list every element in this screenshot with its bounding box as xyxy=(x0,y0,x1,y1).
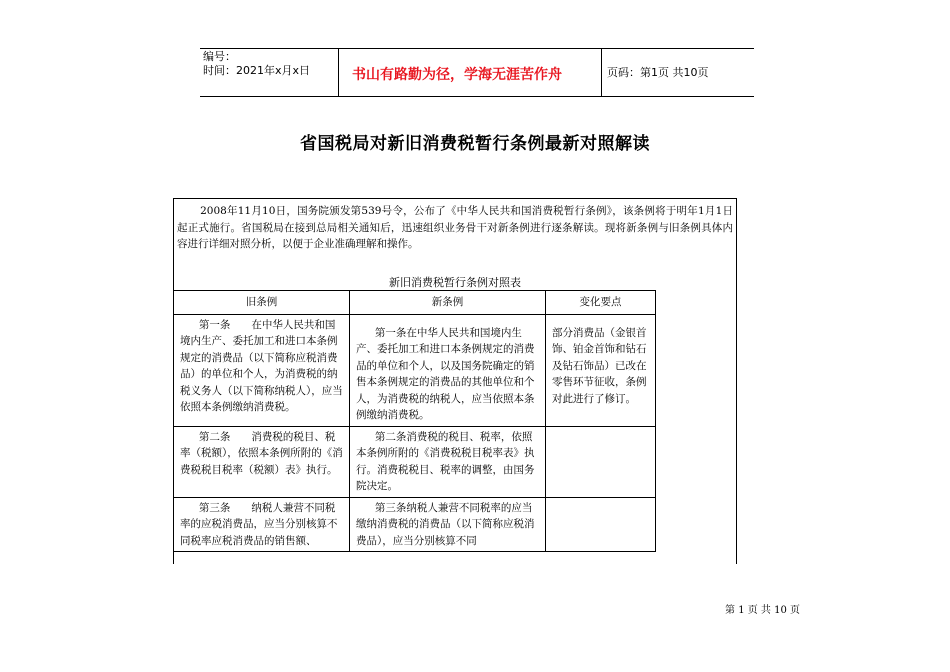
new-article-2: 第二条消费税的税目、税率，依照本条例所附的《消费税税目税率表》执行。消费税税目、税率的调整，由国务院决定。 xyxy=(350,426,546,497)
header-change-points: 变化要点 xyxy=(546,291,656,315)
change-article-2 xyxy=(546,426,656,497)
table-row xyxy=(174,314,656,426)
header-top-rule xyxy=(200,48,754,49)
old-article-2: 第二条 消费税的税目、税率（税额），依照本条例所附的《消费税税目税率（税额）表》执行。 xyxy=(174,426,350,497)
header-divider-right xyxy=(601,48,602,96)
new-article-1: 第一条在中华人民共和国境内生产、委托加工和进口本条例规定的消费品的单位和个人，以及国务院确定的销售本条例规定的消费品的其他单位和个人，为消费税的纳税人，应当依照本条例缴纳消费税。 xyxy=(350,314,546,426)
document-number-label: 编号： xyxy=(203,50,236,63)
document-date-label: 时间：2021年x月x日 xyxy=(203,64,311,77)
old-article-1: 第一条 在中华人民共和国境内生产、委托加工和进口本条例规定的消费品（以下简称应税消费品）的单位和个人，为消费税的纳税义务人（以下简称纳税人），应当依照本条例缴纳消费税。 xyxy=(174,314,350,426)
comparison-table xyxy=(173,290,656,552)
page-footer: 第 1 页 共 10 页 xyxy=(725,605,800,616)
change-article-3 xyxy=(546,497,656,552)
table-header-row xyxy=(174,291,656,315)
header-bottom-rule xyxy=(200,96,754,97)
header-divider-left xyxy=(338,48,339,96)
header-old-regulation: 旧条例 xyxy=(174,291,350,315)
header-new-regulation: 新条例 xyxy=(350,291,546,315)
table-row xyxy=(174,426,656,497)
intro-paragraph: 2008年11月10日，国务院颁发第539号令，公布了《中华人民共和国消费税暂行条例》，该条例将于明年1月1日起正式施行。省国税局在接到总局相关通知后，迅速组织业务骨干对新条例进行逐条解读。现将新条例与旧条例具体内容进行详细对照分析，以便于企业准确理解和操作。 xyxy=(177,205,733,250)
new-article-3: 第三条纳税人兼营不同税率的应当缴纳消费税的消费品（以下简称应税消费品），应当分别核算不同 xyxy=(350,497,546,552)
change-article-1: 部分消费品（金银首饰、铂金首饰和钻石及钻石饰品）已改在零售环节征收，条例对此进行了修订。 xyxy=(546,314,656,426)
page-code: 页码：第1页 共10页 xyxy=(607,66,709,79)
header-motto: 书山有路勤为径，学海无涯苦作舟 xyxy=(352,67,562,83)
table-row xyxy=(174,497,656,552)
old-article-3: 第三条 纳税人兼营不同税率的应税消费品，应当分别核算不同税率应税消费品的销售额、 xyxy=(174,497,350,552)
document-title: 省国税局对新旧消费税暂行条例最新对照解读 xyxy=(300,134,650,154)
table-caption: 新旧消费税暂行条例对照表 xyxy=(389,276,521,289)
